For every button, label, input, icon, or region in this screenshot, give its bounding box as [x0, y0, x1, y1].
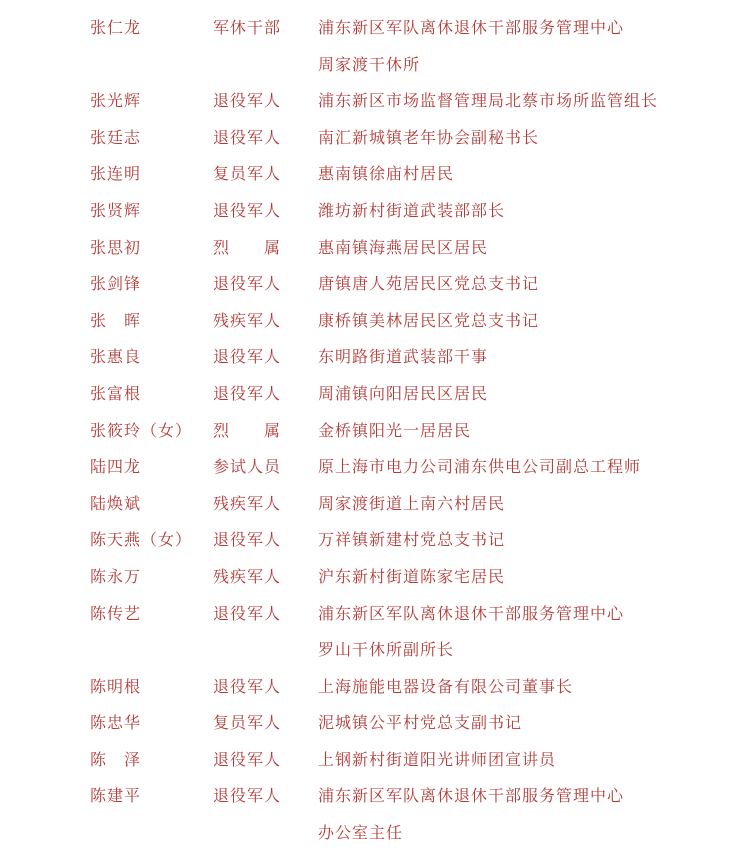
person-category: 残疾军人 [213, 493, 282, 513]
person-affiliation: 康桥镇美林居民区党总支书记 [318, 310, 540, 330]
list-item [0, 815, 750, 852]
person-affiliation: 金桥镇阳光一居居民 [318, 420, 472, 440]
person-affiliation: 南汇新城镇老年协会副秘书长 [318, 127, 540, 147]
person-category: 烈 属 [213, 237, 282, 257]
list-item [0, 47, 750, 84]
list-item [0, 778, 750, 815]
list-item [0, 449, 750, 486]
person-affiliation: 万祥镇新建村党总支书记 [318, 530, 506, 550]
person-affiliation: 潍坊新村街道武装部部长 [318, 200, 506, 220]
list-item [0, 303, 750, 340]
list-item [0, 266, 750, 303]
person-category: 残疾军人 [213, 566, 282, 586]
person-affiliation: 唐镇唐人苑居民区党总支书记 [318, 274, 540, 294]
person-category: 退役军人 [213, 383, 282, 403]
person-category: 退役军人 [213, 786, 282, 806]
person-name: 陈忠华 [90, 713, 142, 733]
person-name: 张剑锋 [90, 274, 142, 294]
person-name: 张连明 [90, 164, 142, 184]
person-affiliation: 上钢新村街道阳光讲师团宣讲员 [318, 749, 557, 769]
person-affiliation: 浦东新区军队离休退休干部服务管理中心 [318, 786, 625, 806]
person-category: 残疾军人 [213, 310, 282, 330]
person-category: 军休干部 [213, 18, 282, 37]
list-item [0, 230, 750, 267]
person-affiliation: 周浦镇向阳居民区居民 [318, 383, 489, 403]
person-name: 张筱玲（女） [90, 420, 193, 440]
list-item [0, 486, 750, 523]
person-category: 退役军人 [213, 347, 282, 367]
person-name: 陈永万 [90, 566, 142, 586]
person-affiliation: 沪东新村街道陈家宅居民 [318, 566, 506, 586]
person-category: 退役军人 [213, 530, 282, 550]
person-affiliation: 周家渡干休所 [318, 54, 421, 74]
list-item [0, 193, 750, 230]
list-item [0, 83, 750, 120]
person-category: 退役军人 [213, 127, 282, 147]
person-category: 退役军人 [213, 676, 282, 696]
list-item [0, 120, 750, 157]
person-affiliation: 上海施能电器设备有限公司董事长 [318, 676, 574, 696]
person-name: 陈建平 [90, 786, 142, 806]
person-category: 烈 属 [213, 420, 282, 440]
person-name: 张贤辉 [90, 200, 142, 220]
person-name: 陈 泽 [90, 749, 142, 769]
person-name: 张廷志 [90, 127, 142, 147]
person-category: 退役军人 [213, 274, 282, 294]
person-affiliation: 浦东新区军队离休退休干部服务管理中心 [318, 18, 625, 37]
list-item [0, 632, 750, 669]
list-item [0, 413, 750, 450]
list-item [0, 559, 750, 596]
person-affiliation: 惠南镇海燕居民区居民 [318, 237, 489, 257]
person-category: 复员军人 [213, 713, 282, 733]
person-category: 退役军人 [213, 749, 282, 769]
person-category: 退役军人 [213, 200, 282, 220]
person-name: 张惠良 [90, 347, 142, 367]
person-name: 陈明根 [90, 676, 142, 696]
list-item [0, 339, 750, 376]
person-name: 陆焕斌 [90, 493, 142, 513]
person-affiliation: 泥城镇公平村党总支副书记 [318, 713, 523, 733]
person-affiliation: 办公室主任 [318, 823, 404, 843]
person-affiliation: 浦东新区市场监督管理局北蔡市场所监管组长 [318, 91, 659, 111]
person-affiliation: 浦东新区军队离休退休干部服务管理中心 [318, 603, 625, 623]
person-name: 陆四龙 [90, 457, 142, 477]
person-category: 退役军人 [213, 91, 282, 111]
list-item [0, 705, 750, 742]
list-item [0, 156, 750, 193]
list-item [0, 522, 750, 559]
person-affiliation: 周家渡街道上南六村居民 [318, 493, 506, 513]
person-name: 张 晖 [90, 310, 142, 330]
list-item [0, 10, 750, 47]
person-affiliation: 罗山干休所副所长 [318, 640, 455, 660]
list-item [0, 742, 750, 779]
person-category: 退役军人 [213, 603, 282, 623]
person-name: 张仁龙 [90, 18, 142, 37]
person-name: 陈天燕（女） [90, 530, 193, 550]
person-name: 张光辉 [90, 91, 142, 111]
person-name: 陈传艺 [90, 603, 142, 623]
list-item [0, 669, 750, 706]
person-affiliation: 惠南镇徐庙村居民 [318, 164, 455, 184]
list-item [0, 376, 750, 413]
person-category: 复员军人 [213, 164, 282, 184]
list-item [0, 596, 750, 633]
person-name: 张思初 [90, 237, 142, 257]
honoree-list [0, 10, 750, 852]
person-affiliation: 原上海市电力公司浦东供电公司副总工程师 [318, 457, 642, 477]
person-category: 参试人员 [213, 457, 282, 477]
person-affiliation: 东明路街道武装部干事 [318, 347, 489, 367]
person-name: 张富根 [90, 383, 142, 403]
